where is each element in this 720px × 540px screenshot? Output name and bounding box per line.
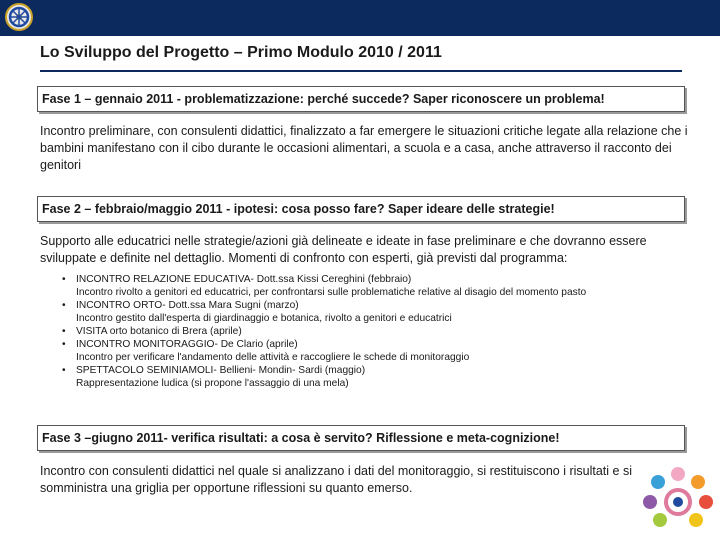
list-item-label: INCONTRO RELAZIONE EDUCATIVA- Dott.ssa Kissi Cereghini (febbraio): [76, 274, 412, 285]
list-item-description: Incontro gestito dall'esperta di giardinaggio e botanica, rivolto a genitori e educatrici: [76, 313, 452, 324]
list-item: [62, 338, 702, 364]
list-item-label: SPETTACOLO SEMINIAMOLI- Bellieni- Mondin- Sardi (maggio): [76, 365, 366, 376]
list-item: [62, 299, 702, 325]
list-item: [62, 364, 702, 390]
list-item-label: VISITA orto botanico di Brera (aprile): [76, 326, 242, 337]
list-item-label: INCONTRO ORTO- Dott.ssa Mara Sugni (marzo): [76, 300, 299, 311]
list-item-description: Incontro rivolto a genitori ed educatrici, per confrontarsi sulle problematiche relative al disagio del momento pasto: [76, 287, 587, 298]
expert-meetings-list: [62, 273, 702, 390]
title-divider: [40, 70, 682, 72]
children-circle-logo: [636, 460, 720, 540]
phase-1-heading: Fase 1 – gennaio 2011 - problematizzazione: perché succede? Saper riconoscere un problema!: [37, 86, 685, 112]
list-item-description: Incontro per verificare l'andamento delle attività e raccogliere le schede di monitoraggio: [76, 352, 470, 363]
page-title: Lo Sviluppo del Progetto – Primo Modulo 2010 / 2011: [40, 44, 442, 61]
phase-2-text: Supporto alle educatrici nelle strategie/azioni già delineate e ideate in fase preliminare e che dovranno essere sviluppate e definite nel dettaglio. Momenti di confronto con esperti, già previsti dal programma:: [40, 234, 647, 265]
phase-1-text: Incontro preliminare, con consulenti didattici, finalizzato a far emergere le situazioni critiche legate alla relazione che i bambini manifestano con il cibo durante le occasioni alimentari, a scuola e a casa, anche attraverso il racconto dei genitori: [40, 124, 688, 172]
phase-3-text: Incontro con consulenti didattici nel quale si analizzano i dati del monitoraggio, si restituiscono i risultati e si somministra una griglia per opportune riflessioni su quanto emerso.: [40, 464, 632, 495]
list-item: [62, 325, 702, 338]
phase-3-heading: Fase 3 –giugno 2011- verifica risultati: a cosa è servito? Riflessione e meta-cognizione!: [37, 425, 685, 451]
header-bar: [0, 0, 720, 36]
rotary-wheel-icon: [5, 3, 33, 31]
list-item-label: INCONTRO MONITORAGGIO- De Clario (aprile): [76, 339, 298, 350]
list-item: [62, 273, 702, 299]
phase-2-heading: Fase 2 – febbraio/maggio 2011 - ipotesi: cosa posso fare? Saper ideare delle strategie!: [37, 196, 685, 222]
list-item-description: Rappresentazione ludica (si propone l'assaggio di una mela): [76, 378, 349, 389]
